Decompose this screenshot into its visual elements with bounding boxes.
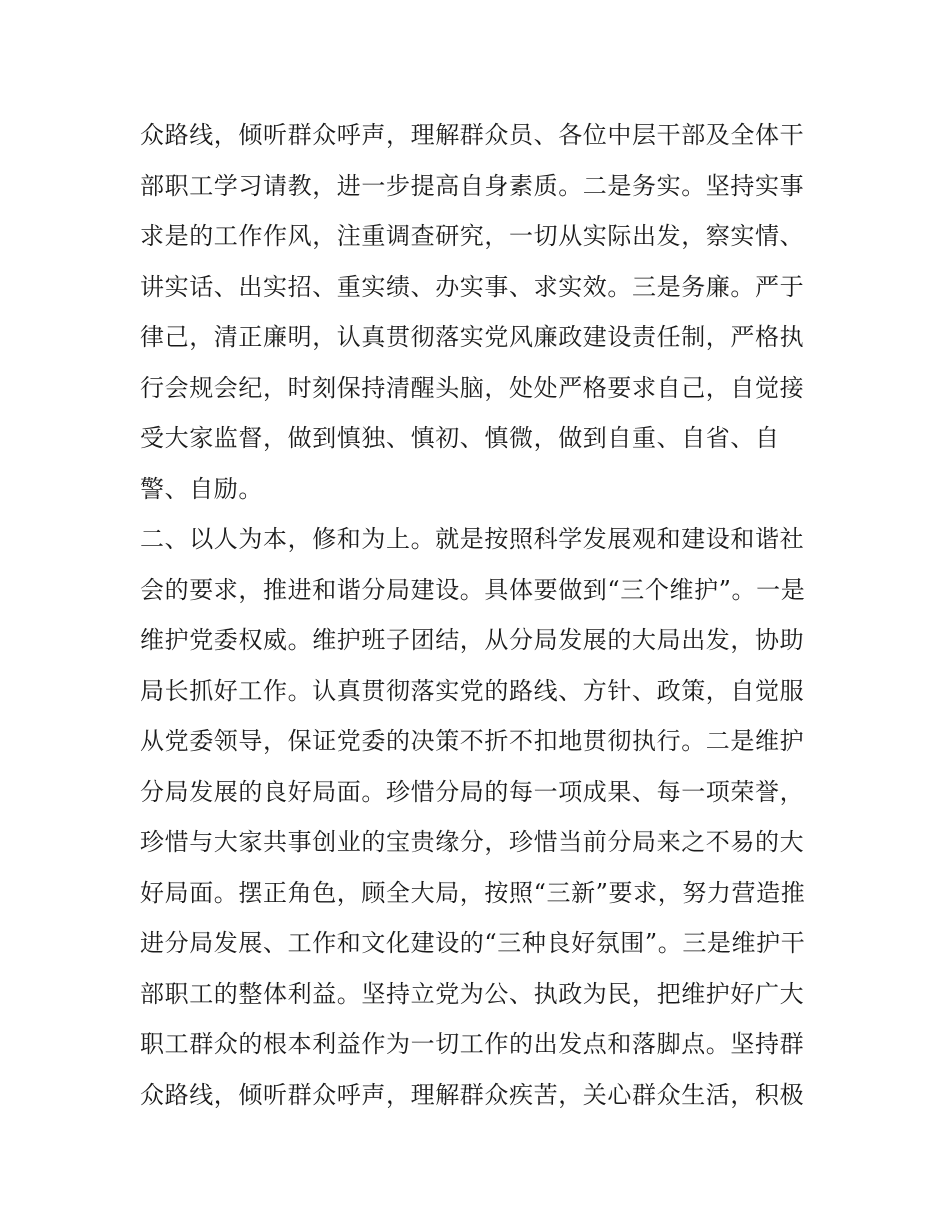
text-line: 讲实话、出实招、重实绩、办实事、求实效。三是务廉。严于 (140, 272, 805, 301)
text-line: 珍惜与大家共事创业的宝贵缘分，珍惜当前分局来之不易的大 (140, 828, 805, 856)
section-heading-line: 二、以人为本，修和为上。就是按照科学发展观和建设和谐社 (140, 525, 805, 553)
text-line: 职工群众的根本利益作为一切工作的出发点和落脚点。坚持群 (140, 1030, 805, 1058)
text-line: 分局发展的良好局面。珍惜分局的每一项成果、每一项荣誉， (140, 777, 805, 806)
text-line: 部职工的整体利益。坚持立党为公、执政为民，把维护好广大 (140, 979, 805, 1008)
text-line: 受大家监督，做到慎独、慎初、慎微，做到自重、自省、自 (140, 424, 780, 452)
text-line: 从党委领导，保证党委的决策不折不扣地贯彻执行。二是维护 (140, 727, 805, 755)
text-line: 求是的工作作风，注重调查研究，一切从实际出发，察实情、 (140, 222, 805, 250)
text-line: 好局面。摆正角色，顾全大局，按照“三新”要求，努力营造推 (140, 878, 806, 907)
text-line: 众路线，倾听群众呼声，理解群众疾苦，关心群众生活，积极 (140, 1080, 805, 1109)
text-line: 部职工学习请教，进一步提高自身素质。二是务实。坚持实事 (140, 171, 805, 200)
text-line: 警、自励。 (140, 474, 263, 503)
text-line: 局长抓好工作。认真贯彻落实党的路线、方针、政策，自觉服 (140, 676, 805, 705)
text-line: 律己，清正廉明，认真贯彻落实党风廉政建设责任制，严格执 (140, 323, 805, 351)
text-line: 维护党委权威。维护班子团结，从分局发展的大局出发，协助 (140, 626, 805, 654)
body-text (140, 110, 840, 1120)
text-line: 会的要求，推进和谐分局建设。具体要做到“三个维护”。一是 (140, 575, 806, 604)
text-line: 众路线，倾听群众呼声，理解群众员、各位中层干部及全体干 (140, 121, 805, 149)
text-line: 进分局发展、工作和文化建设的“三种良好氛围”。三是维护干 (140, 929, 806, 957)
text-line: 行会规会纪，时刻保持清醒头脑，处处严格要求自己，自觉接 (140, 373, 805, 402)
